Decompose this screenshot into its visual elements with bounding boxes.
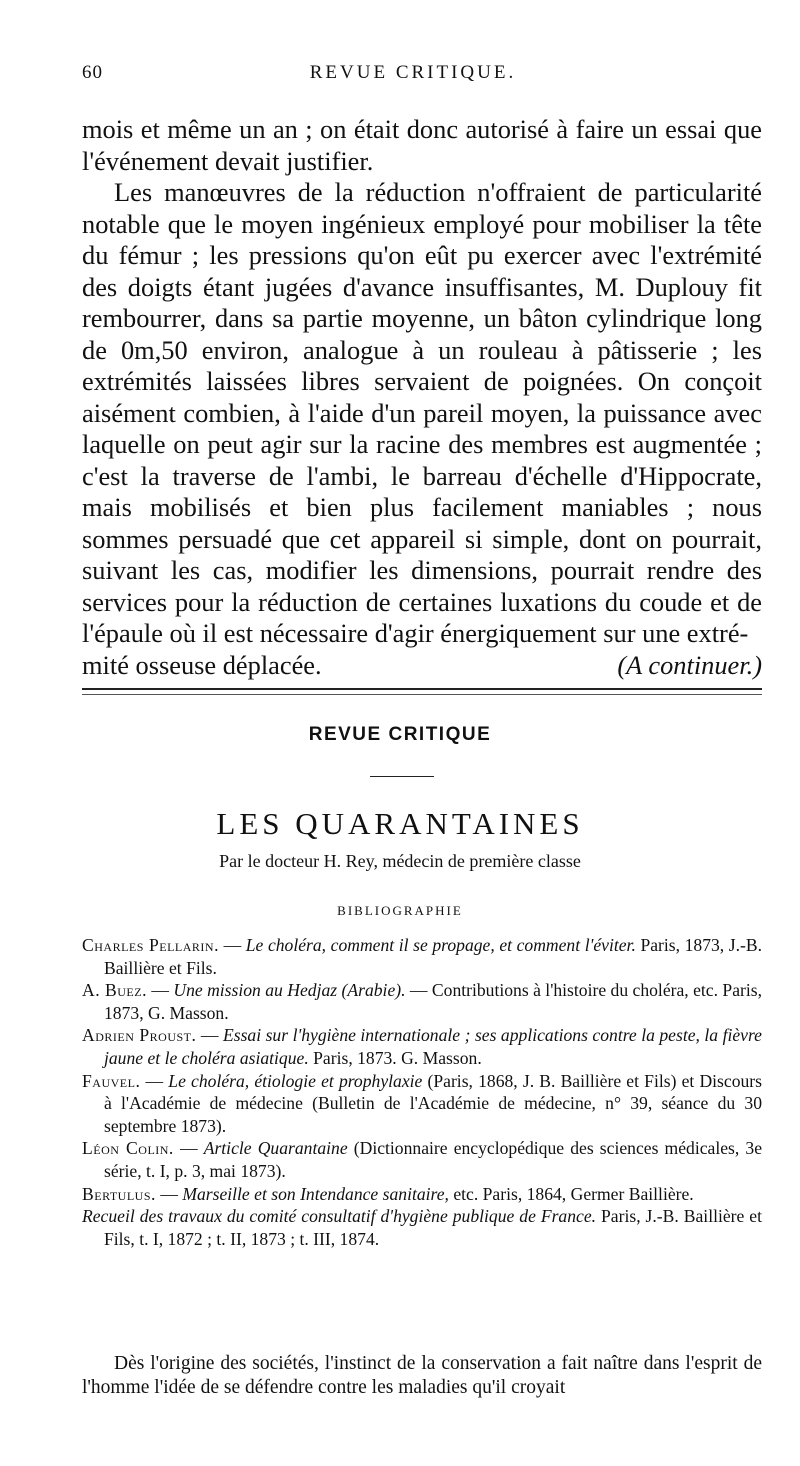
entry-author: Léon Colin. bbox=[82, 1138, 174, 1159]
article-title: LES QUARANTAINES bbox=[216, 806, 584, 841]
body-text bbox=[82, 114, 762, 681]
entry-details: (Dictionnaire encyclopédique des sciences médicales, 3e série, t. I, p. 3, mai 1873). bbox=[104, 1138, 763, 1181]
entry-title: Une mission au Hedjaz (Arabie). bbox=[173, 980, 406, 1001]
bibliography-heading: BIBLIOGRAPHIE bbox=[337, 903, 463, 918]
entry-title: Article Quarantaine bbox=[203, 1138, 348, 1159]
bibliography-entry: Fauvel. — Le choléra, étiologie et prophylaxie (Paris, 1868, J. B. Baillière et Fils) et Discours à l'Académie de médecine (Bulletin de l'Académie de médecine, n° 39, séance du 30 septembre 1873). bbox=[82, 1070, 763, 1136]
entry-details: (Paris, 1868, J. B. Baillière et Fils) et Discours à l'Académie de médecine (Bulletin de l'Académie de médecine, n° 39, séance du 30 septembre 1873). bbox=[104, 1070, 763, 1136]
paragraph-2: Les manœuvres de la réduction n'offraient de particularité notable que le moyen ingénieux employé pour mobiliser la tête du fémur ; les pressions qu'on eût pu exercer avec l'extrémité des doigts étant jugées d'avance insuffisantes, M. Duplouy fit rembourrer, dans sa partie moyenne, un bâton cylindrique long de 0m,50 environ, analogue à un rouleau à pâtisserie ; les extrémités laissées libres servaient de poignées. On conçoit aisément combien, à l'aide d'un pareil moyen, la puissance avec laquelle on peut agir sur la racine des membres est augmentée ; c'est la traverse de l'ambi, le barreau d'échelle d'Hippocrate, mais mobilisés et bien plus facilement maniables ; nous sommes persuadé que cet appareil si simple, dont on pourrait, suivant les cas, modifier les dimensions, pourrait rendre des services pour la réduction de certaines luxations du coude et de l'épaule où il est nécessaire d'agir énergiquement sur une extré- bbox=[82, 177, 762, 648]
running-header bbox=[82, 62, 744, 96]
bibliography-entry: Léon Colin. — Article Quarantaine (Dictionnaire encyclopédique des sciences médicales, 3e série, t. I, p. 3, mai 1873). bbox=[82, 1138, 763, 1181]
entry-author: Charles Pellarin. bbox=[82, 935, 219, 955]
entry-author: Adrien Proust. bbox=[82, 1025, 197, 1046]
entry-author: A. Buez. bbox=[82, 980, 147, 1001]
closing-text bbox=[82, 1352, 762, 1399]
entry-title: Le choléra, comment il se propage, et comment l'éviter. bbox=[245, 935, 636, 955]
section-label: REVUE CRITIQUE bbox=[308, 724, 492, 745]
bibliography-list bbox=[82, 934, 762, 1250]
entry-title: Recueil des travaux du comité consultatif d'hygiène publique de France. bbox=[82, 1206, 597, 1227]
bibliography-entry: Adrien Proust. — Essai sur l'hygiène internationale ; ses applications contre la peste, la fièvre jaune et le choléra asiatique. Paris, 1873. G. Masson. bbox=[82, 1025, 762, 1068]
short-rule bbox=[370, 776, 434, 777]
closing-paragraph: Dès l'origine des sociétés, l'instinct de la conservation a fait naître dans l'esprit de l'homme l'idée de se défendre contre les maladies qu'il croyait bbox=[82, 1353, 762, 1398]
entry-author: Fauvel. bbox=[82, 1070, 141, 1091]
last-line-text: mité osseuse déplacée. bbox=[82, 649, 322, 680]
entry-details: — Contributions à l'histoire du choléra, etc. Paris, 1873, G. Masson. bbox=[104, 980, 762, 1023]
section-divider bbox=[82, 688, 762, 695]
bibliography-entry: Charles Pellarin. — Le choléra, comment il se propage, et comment l'éviter. Paris, 1873, J.-B. Baillière et Fils. bbox=[82, 935, 763, 978]
entry-details: Paris, J.-B. Baillière et Fils, t. I, 1872 ; t. II, 1873 ; t. III, 1874. bbox=[104, 1206, 762, 1249]
paragraph-1: mois et même un an ; on était donc autorisé à faire un essai que l'événement devait justifier. bbox=[82, 114, 762, 176]
entry-title: Le choléra, étiologie et prophylaxie bbox=[168, 1070, 423, 1091]
running-title: REVUE CRITIQUE. bbox=[309, 62, 517, 83]
entry-details: Paris, 1873, J.-B. Baillière et Fils. bbox=[104, 935, 763, 978]
last-line bbox=[82, 650, 762, 682]
bibliography-entry: A. Buez. — Une mission au Hedjaz (Arabie). — Contributions à l'histoire du choléra, etc. Paris, 1873, G. Masson. bbox=[82, 980, 762, 1023]
entry-title: Essai sur l'hygiène internationale ; ses applications contre la peste, la fièvre jaune et le choléra asiatique. bbox=[104, 1025, 762, 1068]
entry-details: etc. Paris, 1864, Germer Baillière. bbox=[448, 1183, 694, 1204]
byline: Par le docteur H. Rey, médecin de première classe bbox=[219, 851, 581, 871]
page-number: 60 bbox=[82, 62, 103, 83]
continuation-note: (A continuer.) bbox=[617, 649, 762, 680]
bibliography-entry: Bertulus. — Marseille et son Intendance sanitaire, etc. Paris, 1864, Germer Baillière. bbox=[82, 1183, 694, 1204]
entry-author: Bertulus. bbox=[82, 1183, 156, 1204]
entry-details: Paris, 1873. G. Masson. bbox=[308, 1047, 482, 1068]
entry-title: Marseille et son Intendance sanitaire, bbox=[182, 1183, 449, 1204]
bibliography-entry bbox=[82, 1205, 762, 1250]
